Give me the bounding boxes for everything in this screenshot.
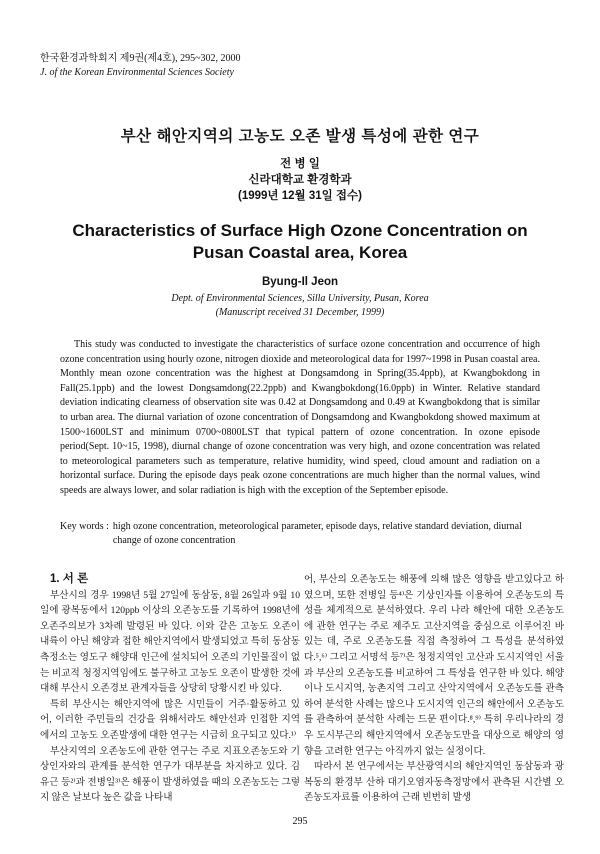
affiliation-english: Dept. of Environmental Sciences, Silla University, Pusan, Korea xyxy=(171,293,429,304)
keywords-text: high ozone concentration, meteorological parameter, episode days, relative standard deviation, diurnal change of ozone concentration xyxy=(112,521,522,546)
received-date-korean: (1999년 12월 31일 접수) xyxy=(238,190,362,202)
body-paragraph: 부산시의 경우 1998년 5월 27일에 동삼동, 8월 26일과 9월 10일에 광복동에서 120ppb 이상의 오존농도를 기록하여 1998년에 오존주의보가 3차례 발령된 바 있다. 이와 같은 고농도 오존이 내륙이 아닌 해양과 접한 해안지역에서 발생되었고 특히 동삼동 측정소는 영도구 해양대 인근에 설치되어 오존의 기인물질이 없는 비교적 청정지역임에도 불구하고 고농도 오존이 발생한 것에 대해 부산시 오존경보 관계자들을 상당히 당황시킨 바 있다. xyxy=(40,589,300,695)
abstract: This study was conducted to investigate the characteristics of surface ozone concentration and occurrence of high ozone concentration using hourly ozone, nitrogen dioxide and meteorological data for 1997~1998 in Pusan coastal area. Monthly mean ozone concentration was the highest at Dongsamdong in Spring(35.4ppb), at Kwangbokdong in Fall(25.1ppb) and the lowest Dongsamdong(22.2ppb) and Kwangbokdong(16.0ppb) in Winter. Relative standard deviation indicating clearness of observation site was 0.42 at Dongsamdong and 0.49 at Kwangbokdong that is similar to urban area. The diurnal variation of ozone concentration of Dongsamdong and Kwangbokdong showed maximum at 1500~1600LST and minimum 0700~0800LST that typical pattern of ozone concentration. In ozone episode period(Sept. 10~15, 1998), diurnal change of ozone concentration was very high, and ozone concentration was related to meteorological parameters such as temperature, relative humidity, wind speed, cloud amount and radiation on a horizontal surface. During the episode days peak ozone concentrations are much higher than the normal values, wind speeds are always lower, and solar radiation is high with the exception of the September episode. xyxy=(60,339,540,496)
body-paragraph: 어, 부산의 오존농도는 해풍에 의해 많은 영향을 받고있다고 하였으며, 또한 전병일 등⁴⁾은 기상인자를 이용하여 오존농도의 특성을 체계적으로 분석하였다. 우리 나라 해안에 대한 오존농도에 관한 연구는 주로 제주도 고산지역을 중심으로 이루어진 바 있는 데, 주로 오존농도를 직접 측정하여 그 특성을 분석하였다.⁵,⁶⁾ 그리고 서명석 등⁷⁾은 청정지역인 고산과 도시지역인 서울과 부산의 오존농도를 비교하여 그 특성을 연구한 바 있다. 해양이나 도시지역, 농촌지역 그리고 산악지역에서 오존농도를 관측하여 분석한 사례는 많으나 도시지역 인근의 해안에서 오존농도를 관측하여 분석한 사례는 드문 편이다.⁸,⁹⁾ 특히 우리나라의 경우 도시부근의 해안지역에서 오존농도만을 대상으로 해양의 영향을 고려한 연구는 아직까지 없는 실정이다. xyxy=(304,574,564,757)
body-column-right xyxy=(304,572,564,806)
title-english: Characteristics of Surface High Ozone Concentration on Pusan Coastal area, Korea xyxy=(72,221,528,262)
received-date-english: (Manuscript received 31 December, 1999) xyxy=(215,307,385,318)
section-heading: 1. 서 론 xyxy=(50,573,89,585)
journal-name: J. of the Korean Environmental Sciences Society xyxy=(40,67,234,78)
body-paragraph: 특히 부산시는 해안지역에 많은 시민들이 거주·활동하고 있어, 이러한 주민들의 건강을 위해서라도 해안선과 인접한 지역에서의 고농도 오존발생에 대한 연구는 시급히 요구되고 있다.¹⁾ xyxy=(40,698,300,741)
author-name-korean: 전 병 일 xyxy=(280,158,320,170)
body-paragraph: 따라서 본 연구에서는 부산광역시의 해안지역인 동삼동과 광복동의 환경부 산하 대기오염자동측정망에서 관측된 시간별 오존농도자료를 이용하여 근래 빈번히 발생 xyxy=(304,761,564,804)
body-paragraph: 부산지역의 오존농도에 관한 연구는 주로 지표오존농도와 기상인자와의 관계를 분석한 연구가 대부분을 차지하고 있다. 김유근 등²⁾과 전병일³⁾은 해풍이 발생하였을 때의 오존농도는 그렇지 않은 날보다 높은 값을 나타내 xyxy=(40,745,300,804)
journal-citation: 한국환경과학회지 제9권(제4호), 295~302, 2000 xyxy=(40,53,241,64)
author-name-english: Byung-Il Jeon xyxy=(261,276,339,288)
keywords-label: Key words : xyxy=(60,521,109,532)
keywords xyxy=(60,520,546,548)
author-block-korean xyxy=(0,156,600,204)
author-info-english xyxy=(0,292,600,320)
title-korean: 부산 해안지역의 고농도 오존 발생 특성에 관한 연구 xyxy=(120,128,480,145)
journal-header xyxy=(40,52,241,80)
page-number: 295 xyxy=(292,816,308,827)
body-column-left xyxy=(40,572,300,806)
affiliation-korean: 신라대학교 환경학과 xyxy=(248,174,352,186)
